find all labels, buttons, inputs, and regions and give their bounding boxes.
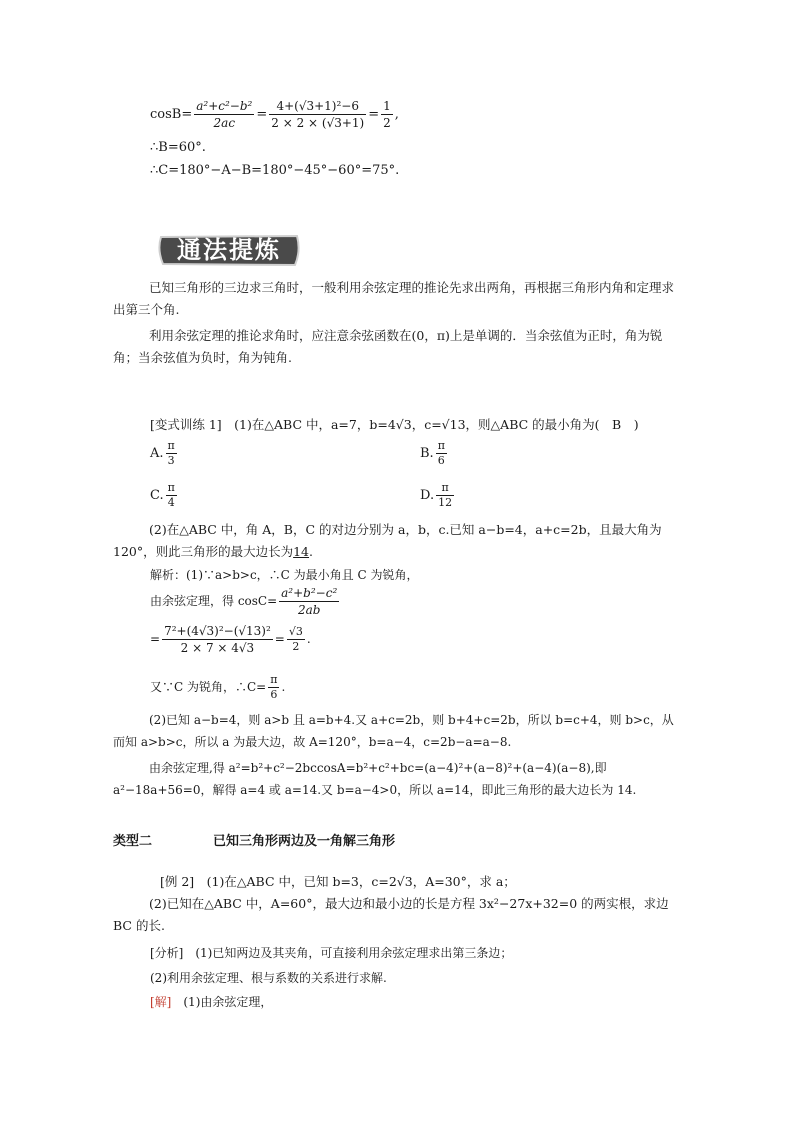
example2-analysis-2: (2)利用余弦定理、根与系数的关系进行求解. — [150, 971, 387, 985]
method-summary-banner — [155, 231, 303, 269]
solution-cos-line: 由余弦定理，得 cosC= $\frac{\text{a²+b²−c²}}{2ab}$ — [150, 586, 338, 617]
option-d-fraction: $\frac{\pi}{12}$ — [438, 481, 453, 509]
cosB-fraction-2: $\frac{\text{4+(√3+1)²−6}}{2 \times 2 \times (√3+1)}$ — [271, 99, 365, 130]
example2-question-2: (2)已知在△ABC 中，A=60°，最大边和最小边的长是方程 3x²−27x+32=0 的两实根，求边 BC 的长. — [113, 896, 669, 933]
solution-part-2: (2)已知 a−b=4，则 a>b 且 a=b+4.又 a+c=2b，则 b+4+c=2b，所以 b=c+4，则 b>c，从而知 a>b>c，所以 a 为最大边，故 A=120°，b=a−4，c=2b−a=a−8. — [113, 713, 674, 749]
option-d: D. $\frac{\pi}{12}$ — [420, 481, 453, 509]
cosB-lhs: cosB= — [150, 107, 193, 122]
banner-title: 通法提炼 — [177, 236, 281, 264]
solution-head: 解析：(1)∵a>b>c，∴C 为最小角且 C 为锐角， — [150, 568, 419, 582]
solution-eq-line: = $\frac{\text{7²+(4√3)²−(√13)²}}{2 \times 7 \times 4√3}$ = $\frac{√3}{2}$ . — [150, 624, 311, 655]
option-c-fraction: $\frac{\pi}{4}$ — [167, 481, 175, 509]
type2-label: 类型二 — [113, 834, 153, 849]
exercise-question-2: (2)在△ABC 中，角 A，B，C 的对边分别为 a，b，c.已知 a−b=4，a+c=2b，且最大角为 120°，则此三角形的最大边长为14. — [113, 522, 662, 559]
example2-solve: [解] (1)由余弦定理， — [150, 995, 273, 1009]
option-b-fraction: $\frac{\pi}{6}$ — [437, 439, 445, 467]
summary-paragraph-2: 利用余弦定理的推论求角时，应注意余弦函数在(0，π)上是单调的．当余弦值为正时，角为锐角；当余弦值为负时，角为钝角. — [113, 328, 663, 365]
solution-part-3: 由余弦定理,得 a²=b²+c²−2bccosA=b²+c²+bc=(a−4)²+(a−8)²+(a−4)(a−8),即 a²−18a+56=0，解得 a=4 或 a=14.又 b=a−4>0，所以 a=14，即此三角形的最大边长为 14. — [113, 761, 637, 797]
solution-cos-fraction: $\frac{\text{a²+b²−c²}}{2ab}$ — [281, 586, 338, 617]
option-b: B. $\frac{\pi}{6}$ — [420, 439, 445, 467]
solution-acute-fraction: $\frac{\pi}{6}$ — [270, 673, 278, 701]
cosB-formula: cosB= $\frac{\text{a²+c²−b²}}{2ac}$ = $\frac{\text{4+(√3+1)²−6}}{2 \times 2 \times (√3+1)}$ = $\frac{1}{2}$ , — [150, 99, 399, 130]
solve-tag: [解] — [150, 995, 172, 1009]
option-a-fraction: $\frac{\pi}{3}$ — [167, 439, 175, 467]
solution-eq-fraction-2: $\frac{√3}{2}$ — [288, 625, 303, 653]
line-C: ∴C=180°−A−B=180°−45°−60°=75°. — [150, 163, 400, 178]
cosB-fraction-1: $\frac{\text{a²+c²−b²}}{2ac}$ — [196, 99, 253, 130]
exercise-question-1: [变式训练 1] (1)在△ABC 中，a=7，b=4√3，c=√13，则△ABC 的最小角为( B ) — [150, 417, 639, 432]
solution-acute-line: 又∵C 为锐角，∴C= $\frac{\pi}{6}$ . — [150, 673, 286, 701]
option-a: A. $\frac{\pi}{3}$ — [150, 439, 175, 467]
option-c: C. $\frac{\pi}{4}$ — [150, 481, 175, 509]
solution-eq-fraction: $\frac{\text{7²+(4√3)²−(√13)²}}{2 \times 7 \times 4√3}$ — [164, 624, 271, 655]
example2-analysis-1: [分析] (1)已知两边及其夹角，可直接利用余弦定理求出第三条边； — [150, 946, 513, 960]
example2-question-1: [例 2] (1)在△ABC 中，已知 b=3，c=2√3，A=30°，求 a； — [160, 874, 516, 889]
cosB-fraction-3: $\frac{1}{2}$ — [383, 99, 391, 130]
line-B: ∴B=60°. — [150, 140, 206, 155]
type2-title: 已知三角形两边及一角解三角形 — [213, 834, 396, 849]
summary-paragraph-1: 已知三角形的三边求三角时，一般利用余弦定理的推论先求出两角，再根据三角形内角和定理求出第三个角. — [113, 280, 675, 317]
answer-14: 14 — [293, 544, 310, 559]
